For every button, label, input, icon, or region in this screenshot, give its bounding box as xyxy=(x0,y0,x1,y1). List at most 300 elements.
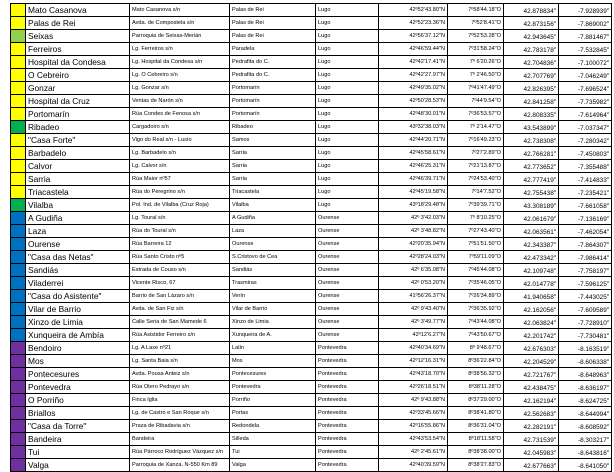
municipality-cell-text: Pedrafita do C. xyxy=(232,58,270,65)
municipality-cell-text: Triacastela xyxy=(232,188,260,195)
table-row xyxy=(11,69,612,82)
latitude-dms-cell-text: 42º56'37.12"N xyxy=(409,32,445,39)
table-row xyxy=(11,355,612,368)
longitude-decimal-cell-text: -7.100072 xyxy=(577,60,607,67)
table-row xyxy=(11,251,612,264)
address-cell-text: Avda. Pousa Anteiz s/n xyxy=(132,370,190,377)
latitude-decimal-cell xyxy=(504,355,559,368)
albergue-name xyxy=(26,225,130,238)
province-cell-text: Lugo xyxy=(318,110,331,117)
province-cell-text: Lugo xyxy=(318,123,331,130)
address-cell xyxy=(130,355,230,368)
latitude-dms-cell-text: 42º 9'43.40"N xyxy=(410,305,445,312)
province-cell-text: Pontevedra xyxy=(318,461,347,468)
degree-mark: o xyxy=(606,214,609,219)
longitude-dms-cell xyxy=(448,212,504,225)
degree-mark: o xyxy=(606,227,609,232)
longitude-decimal-cell xyxy=(559,316,612,329)
province-cell-text: Lugo xyxy=(318,58,331,65)
albergue-name-text: "Casa Forte" xyxy=(28,134,76,145)
latitude-dms-cell xyxy=(379,381,448,394)
degree-mark: o xyxy=(606,201,609,206)
albergue-name xyxy=(26,160,130,173)
province-color-swatch xyxy=(11,290,26,303)
longitude-dms-cell xyxy=(448,433,504,446)
longitude-decimal-cell-text: -8.648963 xyxy=(577,372,607,379)
latitude-dms-cell-text: 42º52'43.80"N xyxy=(409,6,445,13)
latitude-dms-cell xyxy=(379,108,448,121)
table-row xyxy=(11,446,612,459)
province-cell xyxy=(316,173,379,186)
albergue-name-text: Pontevedra xyxy=(28,381,71,392)
municipality-cell xyxy=(230,355,316,368)
degree-mark: o xyxy=(606,396,609,401)
longitude-decimal-cell-text: -8.641050 xyxy=(577,463,607,470)
albergue-name-text: Ribadeo xyxy=(28,121,60,132)
longitude-dms-cell-text: 7º59'11.09"O xyxy=(468,253,501,260)
longitude-dms-cell-text: 7º45'44.08"O xyxy=(468,266,501,273)
latitude-dms-cell xyxy=(379,95,448,108)
longitude-decimal-cell xyxy=(559,108,612,121)
longitude-decimal-cell xyxy=(559,173,612,186)
table-row xyxy=(11,420,612,433)
province-color-swatch xyxy=(11,303,26,316)
degree-mark: o xyxy=(553,32,556,37)
longitude-decimal-cell-text: -7.235421 xyxy=(577,190,607,197)
municipality-cell-text: Ribadeo xyxy=(232,123,253,130)
address-cell-text: Rúa Condes de Fenosa s/n xyxy=(132,110,201,117)
longitude-decimal-cell xyxy=(559,342,612,355)
longitude-dms-cell xyxy=(448,394,504,407)
latitude-dms-cell xyxy=(379,43,448,56)
degree-mark: o xyxy=(553,110,556,115)
province-cell-text: Lugo xyxy=(318,149,331,156)
albergue-name xyxy=(26,69,130,82)
table-row xyxy=(11,4,612,17)
address-cell xyxy=(130,82,230,95)
albergue-name-text: Xunqueira de Ambía xyxy=(28,329,104,340)
province-color-swatch xyxy=(11,173,26,186)
municipality-cell xyxy=(230,264,316,277)
address-cell xyxy=(130,433,230,446)
albergue-name xyxy=(26,147,130,160)
address-cell xyxy=(130,407,230,420)
address-cell xyxy=(130,459,230,472)
longitude-dms-cell xyxy=(448,238,504,251)
latitude-dms-cell xyxy=(379,69,448,82)
latitude-dms-cell xyxy=(379,316,448,329)
albergue-name-text: O Cebreiro xyxy=(28,69,69,80)
latitude-decimal-cell-text: 42.841258 xyxy=(523,99,554,106)
degree-mark: o xyxy=(606,253,609,258)
longitude-decimal-cell-text: -7.596125 xyxy=(577,281,607,288)
latitude-decimal-cell-text: 42.826395 xyxy=(523,86,554,93)
province-color-swatch xyxy=(11,17,26,30)
longitude-dms-cell xyxy=(448,329,504,342)
province-color-swatch xyxy=(11,160,26,173)
municipality-cell-text: Sandiás xyxy=(232,266,253,273)
province-cell-text: Ourense xyxy=(318,292,340,299)
municipality-cell-text: Vilar de Barrio xyxy=(232,305,268,312)
albergue-name xyxy=(26,43,130,56)
longitude-decimal-cell xyxy=(559,69,612,82)
table-row xyxy=(11,43,612,56)
degree-mark: o xyxy=(553,305,556,310)
province-cell-text: Pontevedra xyxy=(318,396,347,403)
longitude-decimal-cell-text: -8.636197 xyxy=(577,385,607,392)
longitude-dms-cell-text: 7º52'8.41"O xyxy=(471,19,501,26)
degree-mark: o xyxy=(553,357,556,362)
table-row xyxy=(11,30,612,43)
latitude-decimal-cell xyxy=(504,446,559,459)
degree-mark: o xyxy=(553,461,556,466)
longitude-dms-cell xyxy=(448,225,504,238)
latitude-dms-cell-text: 42º 3'49.77"N xyxy=(410,318,445,325)
degree-mark: o xyxy=(553,409,556,414)
province-cell xyxy=(316,251,379,264)
longitude-dms-cell-text: 8º38'11.28"O xyxy=(468,383,501,390)
province-cell xyxy=(316,17,379,30)
address-cell-text: Rúa Santo Cristo nº5 xyxy=(132,253,185,260)
municipality-cell xyxy=(230,4,316,17)
longitude-dms-cell-text: 8º36'31.04"O xyxy=(468,422,501,429)
degree-mark: o xyxy=(606,6,609,11)
longitude-dms-cell-text: 8º38'41.80"O xyxy=(468,409,501,416)
latitude-dms-cell xyxy=(379,199,448,212)
latitude-decimal-cell-text: 42.773652 xyxy=(523,164,554,171)
albergue-name xyxy=(26,407,130,420)
degree-mark: o xyxy=(553,6,556,11)
longitude-decimal-cell-text: -7.532845 xyxy=(577,47,607,54)
degree-mark: o xyxy=(553,240,556,245)
longitude-decimal-cell-text: -7.136169 xyxy=(577,216,607,223)
longitude-decimal-cell-text: -8.624725 xyxy=(577,398,607,405)
latitude-decimal-cell xyxy=(504,147,559,160)
province-cell-text: Ourense xyxy=(318,318,340,325)
degree-mark: o xyxy=(606,318,609,323)
province-cell xyxy=(316,355,379,368)
table-row xyxy=(11,225,612,238)
province-color-swatch xyxy=(11,121,26,134)
table-row xyxy=(11,238,612,251)
municipality-cell-text: Laza xyxy=(232,227,245,234)
municipality-cell xyxy=(230,225,316,238)
municipality-cell xyxy=(230,134,316,147)
municipality-cell xyxy=(230,17,316,30)
latitude-dms-cell xyxy=(379,147,448,160)
municipality-cell-text: Portomarín xyxy=(232,110,260,117)
table-row xyxy=(11,433,612,446)
municipality-cell xyxy=(230,394,316,407)
municipality-cell-text: Portomarín xyxy=(232,84,260,91)
address-cell xyxy=(130,446,230,459)
latitude-dms-cell xyxy=(379,420,448,433)
latitude-decimal-cell xyxy=(504,108,559,121)
longitude-decimal-cell-text: -7.758197 xyxy=(577,268,607,275)
latitude-decimal-cell-text: 42.063824 xyxy=(523,320,554,327)
municipality-cell xyxy=(230,368,316,381)
longitude-decimal-cell xyxy=(559,446,612,459)
longitude-decimal-cell-text: -8.606338 xyxy=(577,359,607,366)
municipality-cell-text: Verín xyxy=(232,292,246,299)
latitude-decimal-cell-text: 42.704836 xyxy=(523,60,554,67)
latitude-dms-cell xyxy=(379,56,448,69)
latitude-decimal-cell xyxy=(504,316,559,329)
longitude-decimal-cell xyxy=(559,238,612,251)
province-cell xyxy=(316,446,379,459)
address-cell-text: Lg. de Castro e San Roque s/n xyxy=(132,409,209,416)
longitude-dms-cell xyxy=(448,368,504,381)
latitude-dms-cell-text: 42º20'35.94"N xyxy=(409,240,445,247)
longitude-decimal-cell-text: -8.643816 xyxy=(577,450,607,457)
address-cell-text: Rúa Párroco Rodríguez Vázquez s/n xyxy=(132,448,224,455)
address-cell-text: Lg. Santa Baia s/n xyxy=(132,357,178,364)
longitude-dms-cell xyxy=(448,56,504,69)
longitude-decimal-cell xyxy=(559,459,612,472)
longitude-dms-cell xyxy=(448,199,504,212)
province-cell xyxy=(316,381,379,394)
province-color-swatch xyxy=(11,238,26,251)
longitude-decimal-cell xyxy=(559,121,612,134)
degree-mark: o xyxy=(606,305,609,310)
province-color-swatch xyxy=(11,251,26,264)
latitude-dms-cell xyxy=(379,368,448,381)
albergue-name-text: Triacastela xyxy=(28,186,69,197)
longitude-dms-cell xyxy=(448,459,504,472)
province-color-swatch xyxy=(11,342,26,355)
municipality-cell-text: Redondela xyxy=(232,422,260,429)
longitude-decimal-cell xyxy=(559,420,612,433)
municipality-cell xyxy=(230,199,316,212)
address-cell-text: Avda. de Compostela s/n xyxy=(132,19,195,26)
longitude-dms-cell xyxy=(448,121,504,134)
albergue-name xyxy=(26,277,130,290)
longitude-dms-cell-text: 7º36'35.92"O xyxy=(468,305,501,312)
municipality-cell-text: Sarria xyxy=(232,175,247,182)
degree-mark: o xyxy=(606,136,609,141)
address-cell-text: Lg. O Cebreiro s/n xyxy=(132,71,178,78)
province-cell-text: Lugo xyxy=(318,201,331,208)
latitude-dms-cell xyxy=(379,160,448,173)
longitude-decimal-cell-text: -8.608592 xyxy=(577,424,607,431)
albergue-name xyxy=(26,290,130,303)
degree-mark: o xyxy=(553,344,556,349)
address-cell xyxy=(130,277,230,290)
latitude-decimal-cell xyxy=(504,160,559,173)
latitude-decimal-cell xyxy=(504,30,559,43)
table-row xyxy=(11,381,612,394)
latitude-dms-cell-text: 42º42'17.41"N xyxy=(409,58,445,65)
address-cell-text: Bandeira xyxy=(132,435,155,442)
longitude-dms-cell xyxy=(448,381,504,394)
albergue-name xyxy=(26,355,130,368)
municipality-cell xyxy=(230,290,316,303)
municipality-cell xyxy=(230,56,316,69)
latitude-dms-cell xyxy=(379,212,448,225)
albergue-name-text: Sarria xyxy=(28,173,51,184)
degree-mark: o xyxy=(553,97,556,102)
latitude-dms-cell-text: 42º16'55.86"N xyxy=(409,422,445,429)
degree-mark: o xyxy=(606,84,609,89)
latitude-decimal-cell xyxy=(504,69,559,82)
longitude-decimal-cell xyxy=(559,82,612,95)
latitude-dms-cell xyxy=(379,173,448,186)
latitude-decimal-cell xyxy=(504,277,559,290)
albergue-name-text: Hospital da Condesa xyxy=(28,56,106,67)
address-cell xyxy=(130,381,230,394)
degree-mark: o xyxy=(606,19,609,24)
province-color-swatch xyxy=(11,420,26,433)
longitude-dms-cell xyxy=(448,303,504,316)
longitude-decimal-cell-text: -7.928939 xyxy=(577,8,607,15)
latitude-dms-cell xyxy=(379,264,448,277)
latitude-decimal-cell xyxy=(504,329,559,342)
province-cell xyxy=(316,342,379,355)
albergue-name xyxy=(26,17,130,30)
albergue-name-text: Ferreiros xyxy=(28,43,62,54)
longitude-dms-cell-text: 7º41'47.49"O xyxy=(468,84,501,91)
longitude-dms-cell xyxy=(448,173,504,186)
province-cell-text: Ourense xyxy=(318,240,340,247)
albergue-name-text: Vilar de Barrio xyxy=(28,303,81,314)
albergue-name-text: Tui xyxy=(28,446,40,457)
address-cell-text: Rúa Barreira 12 xyxy=(132,240,172,247)
degree-mark: o xyxy=(553,162,556,167)
province-cell xyxy=(316,160,379,173)
municipality-cell xyxy=(230,446,316,459)
municipality-cell-text: Xunqueira de A. xyxy=(232,331,272,338)
degree-mark: o xyxy=(606,461,609,466)
table-row xyxy=(11,108,612,121)
address-cell-text: Lg. Calvor s/n xyxy=(132,162,167,169)
table-body xyxy=(11,4,612,472)
latitude-decimal-cell xyxy=(504,459,559,472)
longitude-dms-cell xyxy=(448,446,504,459)
province-cell-text: Lugo xyxy=(318,188,331,195)
province-color-swatch xyxy=(11,212,26,225)
latitude-dms-cell-text: 43º32'38.03"N xyxy=(409,123,445,130)
degree-mark: o xyxy=(606,45,609,50)
table-row xyxy=(11,264,612,277)
province-color-swatch xyxy=(11,264,26,277)
province-cell xyxy=(316,186,379,199)
province-cell-text: Lugo xyxy=(318,19,331,26)
latitude-dms-cell-text: 42º52'23.36"N xyxy=(409,19,445,26)
latitude-dms-cell-text: 42º 9'43.88"N xyxy=(410,396,445,403)
latitude-dms-cell xyxy=(379,225,448,238)
longitude-decimal-cell xyxy=(559,56,612,69)
longitude-dms-cell xyxy=(448,186,504,199)
longitude-decimal-cell-text: -8.303217 xyxy=(577,437,607,444)
longitude-decimal-cell-text: -7.037347 xyxy=(577,125,607,132)
degree-mark: o xyxy=(553,370,556,375)
degree-mark: o xyxy=(553,58,556,63)
latitude-dms-cell-text: 42º50'28.53"N xyxy=(409,97,445,104)
longitude-decimal-cell-text: -7.881467 xyxy=(577,34,607,41)
province-color-swatch xyxy=(11,43,26,56)
address-cell-text: Lg. A Laxe nº21 xyxy=(132,344,172,351)
degree-mark: o xyxy=(553,188,556,193)
longitude-decimal-cell xyxy=(559,186,612,199)
latitude-dms-cell-text: 42º 3'48.82"N xyxy=(410,227,445,234)
municipality-cell xyxy=(230,329,316,342)
longitude-decimal-cell xyxy=(559,264,612,277)
albergue-name xyxy=(26,368,130,381)
latitude-decimal-cell-text: 42.783178 xyxy=(523,47,554,54)
longitude-decimal-cell-text: -7.046249 xyxy=(577,73,607,80)
albergue-name-text: Mato Casanova xyxy=(28,4,87,15)
table-row xyxy=(11,173,612,186)
table-row xyxy=(11,316,612,329)
latitude-decimal-cell-text: 42.721767 xyxy=(523,372,554,379)
latitude-dms-cell xyxy=(379,433,448,446)
latitude-dms-cell xyxy=(379,82,448,95)
degree-mark: o xyxy=(553,253,556,258)
degree-mark: o xyxy=(606,71,609,76)
albergue-name xyxy=(26,56,130,69)
address-cell xyxy=(130,43,230,56)
municipality-cell xyxy=(230,121,316,134)
albergue-name xyxy=(26,394,130,407)
latitude-decimal-cell xyxy=(504,121,559,134)
address-cell xyxy=(130,4,230,17)
address-cell-text: Barrio de San Lázaro s/n xyxy=(132,292,194,299)
province-cell-text: Ourense xyxy=(318,253,340,260)
province-color-swatch xyxy=(11,30,26,43)
degree-mark: o xyxy=(606,97,609,102)
province-cell xyxy=(316,394,379,407)
province-color-swatch xyxy=(11,329,26,342)
degree-mark: o xyxy=(606,266,609,271)
province-color-swatch xyxy=(11,95,26,108)
albergue-name-text: Briallos xyxy=(28,407,56,418)
municipality-cell xyxy=(230,160,316,173)
longitude-decimal-cell-text: -7.735982 xyxy=(577,99,607,106)
address-cell-text: Rúa do Toural s/n xyxy=(132,227,176,234)
longitude-decimal-cell-text: -7.730481 xyxy=(577,333,607,340)
address-cell xyxy=(130,30,230,43)
address-cell-text: Lg. Hospital da Condesa s/n xyxy=(132,58,203,65)
longitude-decimal-cell xyxy=(559,30,612,43)
municipality-cell xyxy=(230,420,316,433)
longitude-decimal-cell-text: -7.450803 xyxy=(577,151,607,158)
albergue-name-text: Viladerrei xyxy=(28,277,64,288)
municipality-cell-text: Pedrafita do C. xyxy=(232,71,270,78)
address-cell-text: Lg. Gonzar s/n xyxy=(132,84,169,91)
province-color-swatch xyxy=(11,186,26,199)
address-cell-text: Lg. Ferreiros s/n xyxy=(132,45,173,52)
address-cell-text: Rúa Maior nº57 xyxy=(132,175,171,182)
longitude-dms-cell-text: 8º38'56.32"O xyxy=(468,370,501,377)
latitude-dms-cell-text: 42º46'59.44"N xyxy=(409,45,445,52)
longitude-decimal-cell-text: -7.864307 xyxy=(577,242,607,249)
latitude-decimal-cell xyxy=(504,342,559,355)
albergue-name-text: Gonzar xyxy=(28,82,56,93)
latitude-dms-cell xyxy=(379,251,448,264)
province-cell xyxy=(316,238,379,251)
longitude-decimal-cell-text: -7.869002 xyxy=(577,21,607,28)
longitude-decimal-cell xyxy=(559,95,612,108)
province-cell xyxy=(316,4,379,17)
province-color-swatch xyxy=(11,147,26,160)
latitude-decimal-cell-text: 42.731539 xyxy=(523,437,554,444)
municipality-cell-text: Valga xyxy=(232,461,246,468)
municipality-cell-text: Vilalba xyxy=(232,201,249,208)
address-cell-text: Cargadoiro s/n xyxy=(132,123,169,130)
albergue-name-text: Hospital da Cruz xyxy=(28,95,90,106)
municipality-cell-text: Portomarín xyxy=(232,97,260,104)
latitude-dms-cell-text: 42º12'16.31"N xyxy=(409,357,445,364)
